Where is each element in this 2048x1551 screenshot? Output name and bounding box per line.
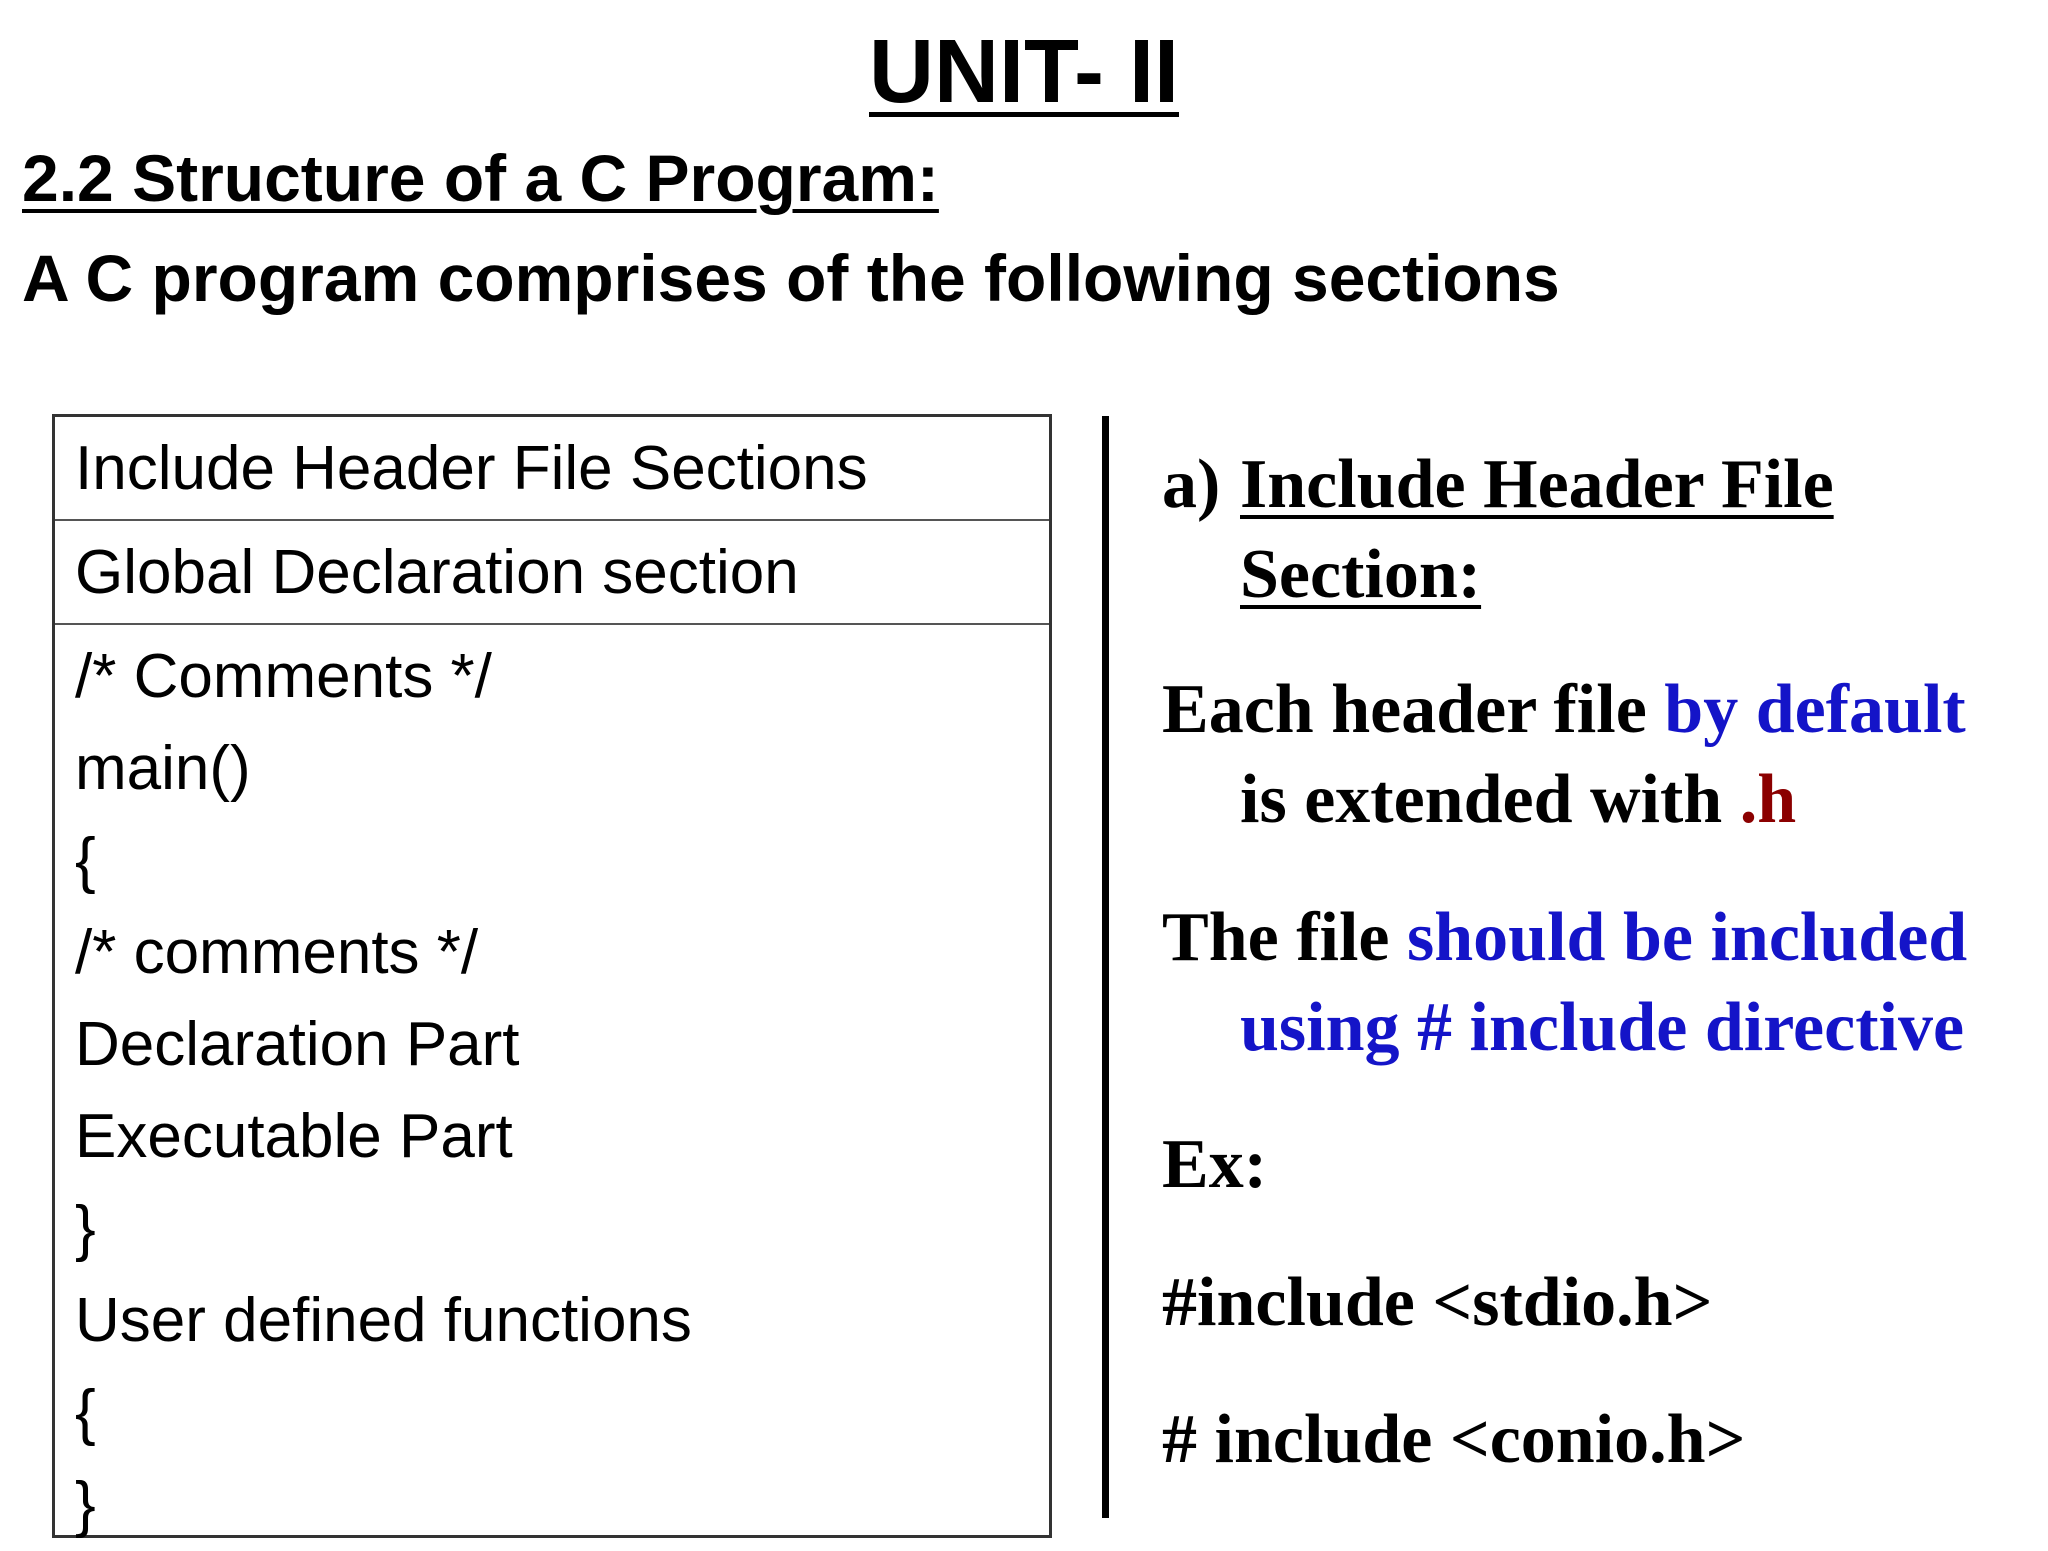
extension-h: .h (1739, 761, 1797, 838)
include-header-row: Include Header File Sections (55, 417, 1049, 521)
example-label-text: Ex: (1162, 1126, 1267, 1203)
item-heading-line1: Include Header File (1240, 446, 1834, 523)
section-heading: 2.2 Structure of a C Program: (22, 141, 939, 215)
unit-title-text: UNIT- II (869, 22, 1179, 122)
item-marker: a) (1162, 446, 1221, 523)
unit-title (0, 22, 2048, 122)
example-conio: # include <conio.h> (1162, 1401, 1746, 1478)
program-structure-box (52, 414, 1052, 1538)
structure-line: /* Comments */ (75, 642, 492, 711)
para1-text-2: is extended with (1240, 761, 1740, 838)
structure-line: { (75, 1378, 96, 1447)
structure-line: User defined functions (75, 1286, 692, 1355)
structure-line: } (75, 1194, 96, 1263)
structure-line: { (75, 826, 96, 895)
program-body-lines (75, 631, 692, 1551)
example-stdio: #include <stdio.h> (1162, 1264, 1713, 1341)
intro-text: A C program comprises of the following sections (22, 241, 1560, 315)
structure-line: main() (75, 734, 251, 803)
para1-text: Each header file (1162, 671, 1665, 748)
structure-line: Executable Part (75, 1102, 513, 1171)
example-line-1 (1162, 1258, 2042, 1348)
item-heading-line2: Section: (1240, 536, 1482, 613)
include-paragraph (1162, 893, 2042, 1073)
item-heading (1162, 440, 2042, 620)
para1-highlight: by default (1664, 671, 1966, 748)
structure-line: } (75, 1470, 96, 1539)
structure-line: Declaration Part (75, 1010, 520, 1079)
global-declaration-row: Global Declaration section (55, 521, 1049, 625)
example-line-2 (1162, 1395, 2042, 1485)
example-label (1162, 1120, 2042, 1210)
para2-highlight: should be included (1406, 899, 1968, 976)
extension-paragraph (1162, 665, 2042, 845)
structure-line: /* comments */ (75, 918, 479, 987)
vertical-divider (1102, 416, 1109, 1518)
para2-highlight-2: using # include directive (1240, 989, 1965, 1066)
para2-text: The file (1162, 899, 1407, 976)
